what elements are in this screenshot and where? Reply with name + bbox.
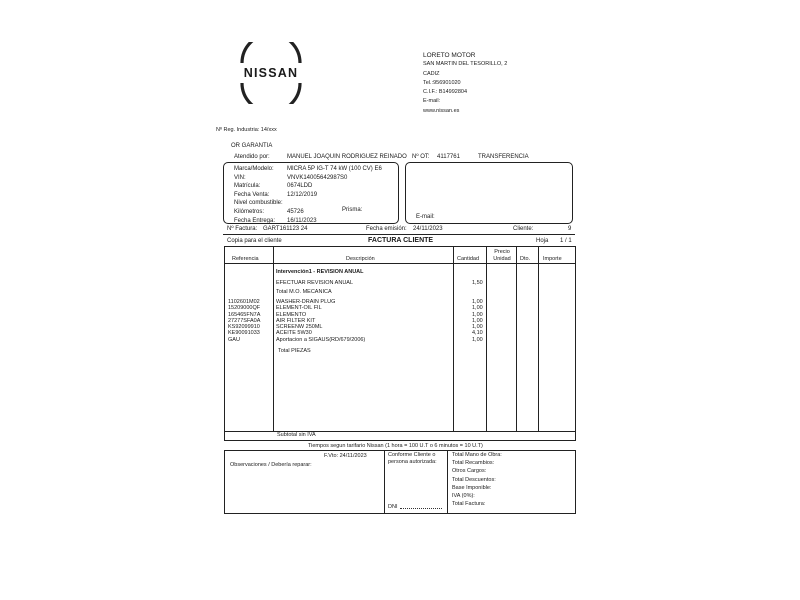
labor-qty: 1,50: [472, 280, 483, 286]
page-label: Hoja: [536, 238, 549, 244]
intervention-title: Intervención1 - REVISION ANUAL: [276, 269, 364, 275]
col-divider: [486, 246, 487, 431]
invoice-date: 24/11/2023: [413, 226, 443, 232]
fuel-label: Nivel combustible:: [234, 200, 283, 207]
header-desc: Descripción: [346, 256, 375, 262]
dealer-city: CADIZ: [423, 70, 440, 77]
delivery-value: 16/11/2023: [287, 217, 317, 224]
invoice-number: GART161123 24: [263, 226, 308, 232]
part-qty: 1,00: [472, 299, 483, 305]
dni-label: DNI: [388, 504, 398, 510]
brand-name: NISSAN: [243, 66, 299, 80]
subtotal-label: Subtotal sin IVA: [277, 432, 316, 438]
km-value: 45726: [287, 208, 304, 215]
part-qty: 4,10: [472, 330, 483, 337]
dealer-web: www.nissan.es: [423, 107, 460, 114]
model-label: Marca/Modelo:: [234, 166, 274, 172]
client-label: Cliente:: [513, 226, 534, 232]
observations-label: Observaciones / Debería reparar:: [230, 462, 312, 468]
dealer-info: [423, 51, 507, 116]
part-desc: AIR FILTER KIT: [276, 317, 316, 324]
parts-descs: [276, 299, 365, 343]
vat: IVA (0%):: [452, 492, 475, 499]
part-desc: Aportacion a SIGAUS(RD/679/2006): [276, 336, 366, 343]
part-qty: 1,00: [472, 305, 483, 312]
part-desc: SCREENW 250ML: [276, 324, 323, 331]
footer-divider: [447, 450, 448, 513]
delivery-label: Fecha Entrega:: [234, 217, 276, 224]
nissan-logo: [232, 42, 310, 104]
part-qty: 1,00: [472, 311, 483, 318]
km-label: Kilómetros:: [234, 208, 265, 215]
vehicle-labels: [234, 165, 283, 225]
part-qty: 1,00: [472, 336, 483, 343]
table-header-divider: [224, 263, 575, 264]
divider: [223, 234, 575, 235]
col-divider: [516, 246, 517, 431]
part-ref: KS92099910: [228, 324, 260, 331]
sale-date-label: Fecha Venta:: [234, 191, 270, 198]
part-desc: ELEMENT-OIL FIL: [276, 305, 322, 312]
part-ref: KE90091033: [228, 330, 260, 337]
tariff-note: Tiempos segun tarifario Nissan (1 hora = 100 U.T o 6 minutos = 10 U.T): [308, 443, 483, 449]
dealer-name: LORETO MOTOR: [423, 52, 476, 59]
totals-list: [452, 452, 502, 509]
plate-label: Matrícula:: [234, 183, 261, 190]
part-desc: WASHER-DRAIN PLUG: [276, 299, 336, 305]
conformity: [388, 452, 437, 465]
or-type: OR GARANTIA: [231, 143, 273, 149]
payment-method: TRANSFERENCIA: [478, 154, 529, 160]
dealer-address: SAN MARTIN DEL TESORILLO, 2: [423, 61, 508, 68]
part-ref: 165465FN7A: [228, 311, 261, 318]
header-dto: Dto.: [520, 256, 531, 262]
header-ref: Referencia: [232, 256, 259, 262]
part-qty: 1,00: [472, 324, 483, 331]
labor-total: Total M.O. MECANICA: [276, 289, 332, 295]
dealer-cif: C.I.F.: B14992804: [423, 89, 468, 96]
ot-value: 4117761: [437, 154, 460, 160]
fvto: F.Vto: 24/11/2023: [324, 453, 367, 459]
part-ref: 27277SFA0A: [228, 317, 261, 324]
client-email-label: E-mail:: [416, 214, 435, 220]
col-divider: [453, 246, 454, 431]
prisma-label: Prisma:: [342, 207, 363, 213]
header-total: Importe: [543, 256, 562, 262]
invoice-total: Total Factura:: [452, 501, 486, 508]
attended-label: Atendido por:: [234, 154, 270, 160]
parts-refs: [228, 299, 260, 343]
dealer-email: E-mail:: [423, 98, 441, 105]
total-labor: Total Mano de Obra:: [452, 452, 502, 458]
total-discounts: Total Descuentos:: [452, 476, 496, 483]
part-ref: 1102601M02: [228, 299, 260, 305]
client-number: 9: [568, 226, 572, 232]
items-table: [224, 246, 576, 441]
ot-label: Nº OT:: [412, 154, 430, 160]
parts-qtys: [472, 299, 483, 343]
footer-divider: [384, 450, 385, 513]
part-desc: ACEITE 5W30: [276, 330, 312, 337]
col-divider: [538, 246, 539, 431]
conformity-line1: Conforme Cliente o: [388, 452, 436, 458]
model-value: MICRA 5P IG-T 74 kW (100 CV) E6: [287, 166, 382, 172]
invoice-number-label: Nº Factura:: [227, 226, 258, 232]
labor-desc: EFECTUAR REVISION ANUAL: [276, 280, 354, 286]
tax-base: Base Imponible:: [452, 484, 492, 491]
copy-label: Copia para el cliente: [227, 238, 282, 244]
invoice-date-label: Fecha emisión:: [366, 226, 407, 232]
vin-label: VIN:: [234, 174, 246, 181]
total-parts: Total Recambios:: [452, 460, 495, 467]
col-divider: [273, 246, 274, 431]
vehicle-values: [287, 165, 382, 225]
plate-value: 0674LDD: [287, 183, 313, 190]
dni-line: [400, 508, 442, 509]
other-charges: Otros Cargos:: [452, 468, 487, 475]
page-value: 1 / 1: [560, 238, 572, 244]
reg-industria: Nº Reg. Industria: 14/xxx: [216, 127, 277, 133]
attended-value: MANUEL JOAQUIN RODRIGUEZ REINADO: [287, 154, 407, 160]
part-ref: 15209000QF: [228, 305, 261, 312]
part-qty: 1,00: [472, 317, 483, 324]
header-price: Precio Unidad: [493, 249, 511, 262]
part-ref: GAU: [228, 336, 240, 343]
part-desc: ELEMENTO: [276, 311, 307, 318]
dealer-phone: Tel.:956901020: [423, 79, 461, 86]
invoice-title: FACTURA CLIENTE: [368, 237, 434, 244]
vin-value: VNVK14005642987S0: [287, 174, 348, 181]
conformity-line2: persona autorizada:: [388, 458, 437, 465]
header-qty: Cantidad: [457, 256, 480, 262]
sale-date-value: 12/12/2019: [287, 191, 318, 198]
parts-total: Total PIEZAS: [278, 348, 311, 354]
